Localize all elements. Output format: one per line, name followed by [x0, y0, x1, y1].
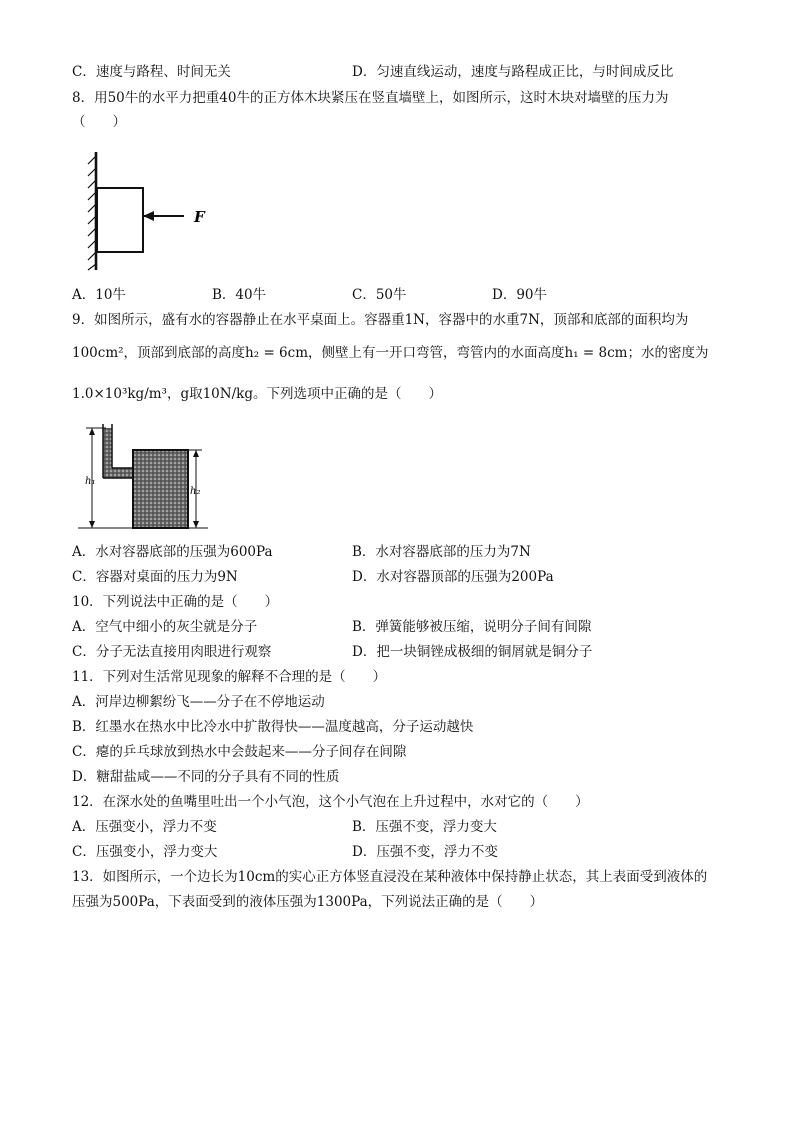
container-water	[133, 450, 188, 528]
q10-option-c: C．分子无法直接用肉眼进行观察	[72, 644, 272, 660]
q8-stem: 8．用50牛的水平力把重40牛的正方体木块紧压在竖直墙壁上，如图所示，这时木块对墙壁的压力为	[72, 90, 669, 106]
q10-option-a: A．空气中细小的灰尘就是分子	[72, 619, 258, 635]
h2-label: h₂	[190, 486, 201, 497]
q8-blank: （ ）	[72, 114, 126, 130]
q13-stem-line-2: 压强为500Pa，下表面受到的液体压强为1300Pa，下列说法正确的是（ ）	[72, 894, 544, 910]
q12-option-b: B．压强不变，浮力变大	[352, 819, 497, 835]
bent-pipe-horizontal	[103, 468, 133, 478]
q11-option-d: D．糖甜盐咸——不同的分子具有不同的性质	[72, 769, 340, 785]
q11-option-a: A．河岸边柳絮纷飞——分子在不停地运动	[72, 694, 325, 710]
h1-label: h₁	[85, 476, 96, 487]
q8-wall-block-figure	[80, 148, 230, 274]
q10-option-d: D．把一块铜锉成极细的铜屑就是铜分子	[352, 644, 593, 660]
q9-option-b: B．水对容器底部的压力为7N	[352, 544, 531, 560]
q9-option-a: A．水对容器底部的压强为600Pa	[72, 544, 273, 560]
q9-option-c: C．容器对桌面的压力为9N	[72, 569, 238, 585]
q9-stem-line-3: 1.0×10³kg/m³，g取10N/kg。下列选项中正确的是（ ）	[72, 386, 442, 402]
q8-option-d: D．90牛	[492, 287, 548, 303]
q11-stem: 11．下列对生活常见现象的解释不合理的是（ ）	[72, 669, 387, 685]
q11-option-b: B．红墨水在热水中比冷水中扩散得快——温度越高，分子运动越快	[72, 719, 474, 735]
q8-option-c: C．50牛	[352, 287, 407, 303]
q11-option-c: C．瘪的乒乓球放到热水中会鼓起来——分子间存在间隙	[72, 744, 407, 760]
q12-option-a: A．压强变小，浮力不变	[72, 819, 217, 835]
q12-option-d: D．压强不变，浮力不变	[352, 844, 498, 860]
q9-stem-line-2: 100cm²，顶部到底部的高度h₂ = 6cm，侧壁上有一开口弯管，弯管内的水面高度h₁ = 8cm；水的密度为	[72, 345, 709, 361]
wood-block	[97, 188, 143, 252]
q10-stem: 10．下列说法中正确的是（ ）	[72, 594, 279, 610]
q7-option-d: D．匀速直线运动，速度与路程成正比，与时间成反比	[352, 64, 674, 80]
q9-container-figure	[78, 422, 218, 534]
q8-option-b: B．40牛	[212, 287, 267, 303]
force-arrowhead	[143, 211, 154, 221]
q13-stem-line-1: 13．如图所示，一个边长为10cm的实心正方体竖直浸没在某种液体中保持静止状态，其上表面受到液体的	[72, 869, 708, 885]
q9-option-d: D．水对容器顶部的压强为200Pa	[352, 569, 554, 585]
q12-option-c: C．压强变小，浮力变大	[72, 844, 218, 860]
q7-option-c: C．速度与路程、时间无关	[72, 64, 231, 80]
q12-stem: 12．在深水处的鱼嘴里吐出一个小气泡，这个小气泡在上升过程中，水对它的（ ）	[72, 794, 589, 810]
q10-option-b: B．弹簧能够被压缩，说明分子间有间隙	[352, 619, 592, 635]
force-label: F	[194, 208, 205, 226]
q9-stem-line-1: 9．如图所示，盛有水的容器静止在水平桌面上。容器重1N，容器中的水重7N，顶部和底部的面积均为	[72, 312, 689, 328]
q8-option-a: A．10牛	[72, 287, 126, 303]
